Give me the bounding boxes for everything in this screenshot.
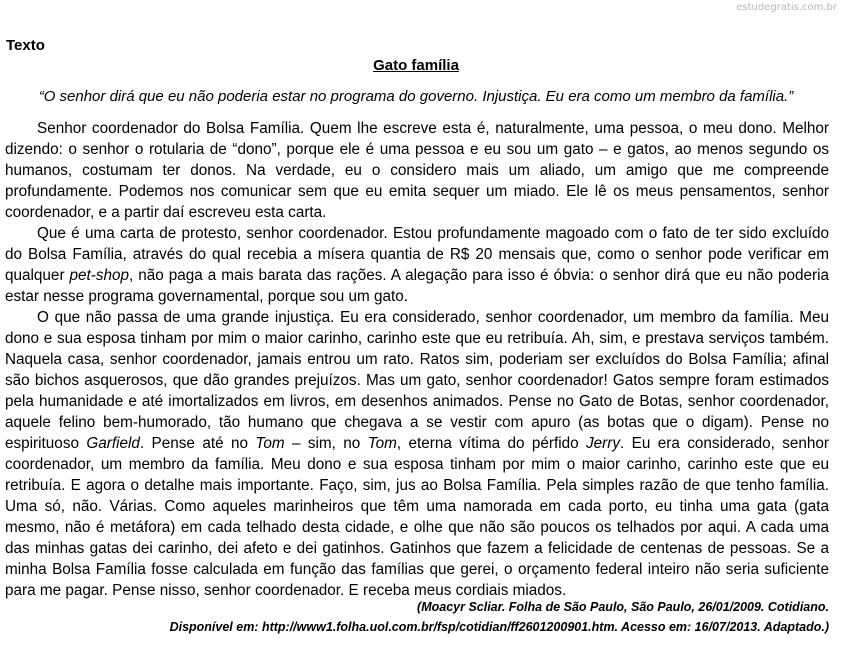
section-heading: Texto <box>6 37 45 54</box>
italic-term: Jerry <box>586 435 621 452</box>
paragraph <box>5 223 829 307</box>
text-run: , não paga a mais barata das rações. A alegação para isso é óbvia: o senhor dirá que eu não poderia estar nesse programa governamental, porque sou um gato. <box>5 267 829 305</box>
italic-term: Tom <box>367 435 397 452</box>
citation-line: (Moacyr Scliar. Folha de São Paulo, São Paulo, 26/01/2009. Cotidiano. <box>417 600 829 614</box>
letter-body <box>5 118 829 601</box>
text-run: Senhor coordenador do Bolsa Família. Quem lhe escreve esta é, naturalmente, uma pessoa, o meu dono. Melhor dizendo: o senhor o rotularia de “dono”, porque ele é uma pessoa e eu sou um gato – e gatos, ao menos segundo os humanos, costumam ter donos. Na verdade, eu o considero mais um aliado, um amigo que me compreende profundamente. Podemos nos comunicar sem que eu emita sequer um miado. Ele lê os meus pensamentos, senhor coordenador, e a partir daí escreveu esta carta. <box>5 120 829 221</box>
italic-term: Garfield <box>86 435 140 452</box>
text-run: . Eu era considerado, senhor coordenador, um membro da família. Meu dono e sua esposa tinham por mim o maior carinho, carinho este que eu retribuía. E agora o detalhe mais importante. Faço, sim, jus ao Bolsa Família. Pela simples razão de que tenho família. Uma só, não. Várias. Como aqueles marinheiros que têm uma namorada em cada porto, eu tinha uma gata (gata mesmo, não é metáfora) em cada telhado desta cidade, e olhe que não são poucos os telhados por aqui. A cada uma das minhas gatas dei carinho, dei afeto e dei gatinhos. Gatinhos que fazem a felicidade de centenas de pessoas. Se a minha Bolsa Família fosse calculada em função das famílias que gerei, o orçamento federal inteiro não seria suficiente para me pagar. Pense nisso, senhor coordenador. E receba meus cordiais miados. <box>5 435 830 599</box>
text-run: – sim, no <box>284 435 368 452</box>
italic-term: Tom <box>255 435 285 452</box>
text-run: O que não passa de uma grande injustiça. Eu era considerado, senhor coordenador, um membro da família. Meu dono e sua esposa tinham por mim o maior carinho, carinho este que eu retribuía. Ah, sim, e prestava serviços também. Naquela casa, senhor coordenador, jamais entrou um rato. Ratos sim, poderiam ser excluídos do Bolsa Família; afinal são bichos asquerosos, que dão grandes prejuízos. Mas um gato, senhor coordenador! Gatos sempre foram estimados pela humanidade e até imortalizados em livros, em desenhos animados. Pense no Gato de Botas, senhor coordenador, aquele felino bem-humorado, tão humano que chegava a se vestir com apuro (as botas que o digam). Pense no espirituoso <box>5 309 829 452</box>
italic-term: pet-shop <box>69 267 130 284</box>
source-citation <box>170 597 829 637</box>
text-title: Gato família <box>373 57 459 74</box>
paragraph <box>5 118 829 223</box>
citation-line: Disponível em: http://www1.folha.uol.com.br/fsp/cotidian/ff2601200901.htm. Acesso em: 16/07/2013. Adaptado.) <box>169 620 829 634</box>
watermark: estudegratis.com.br <box>736 2 837 13</box>
paragraph <box>5 307 829 601</box>
text-run: Que é uma carta de protesto, senhor coordenador. Estou profundamente magoado com o fato de ter sido excluído do Bolsa Família, através do qual recebia a mísera quantia de R$ 20 mensais que, como o senhor pode verificar em qualquer <box>5 225 829 284</box>
text-run: . Pense até no <box>139 435 256 452</box>
epigraph-quote: “O senhor dirá que eu não poderia estar no programa do governo. Injustiça. Eu era como um membro da família.” <box>38 88 794 105</box>
text-run: , eterna vítima do pérfido <box>396 435 587 452</box>
